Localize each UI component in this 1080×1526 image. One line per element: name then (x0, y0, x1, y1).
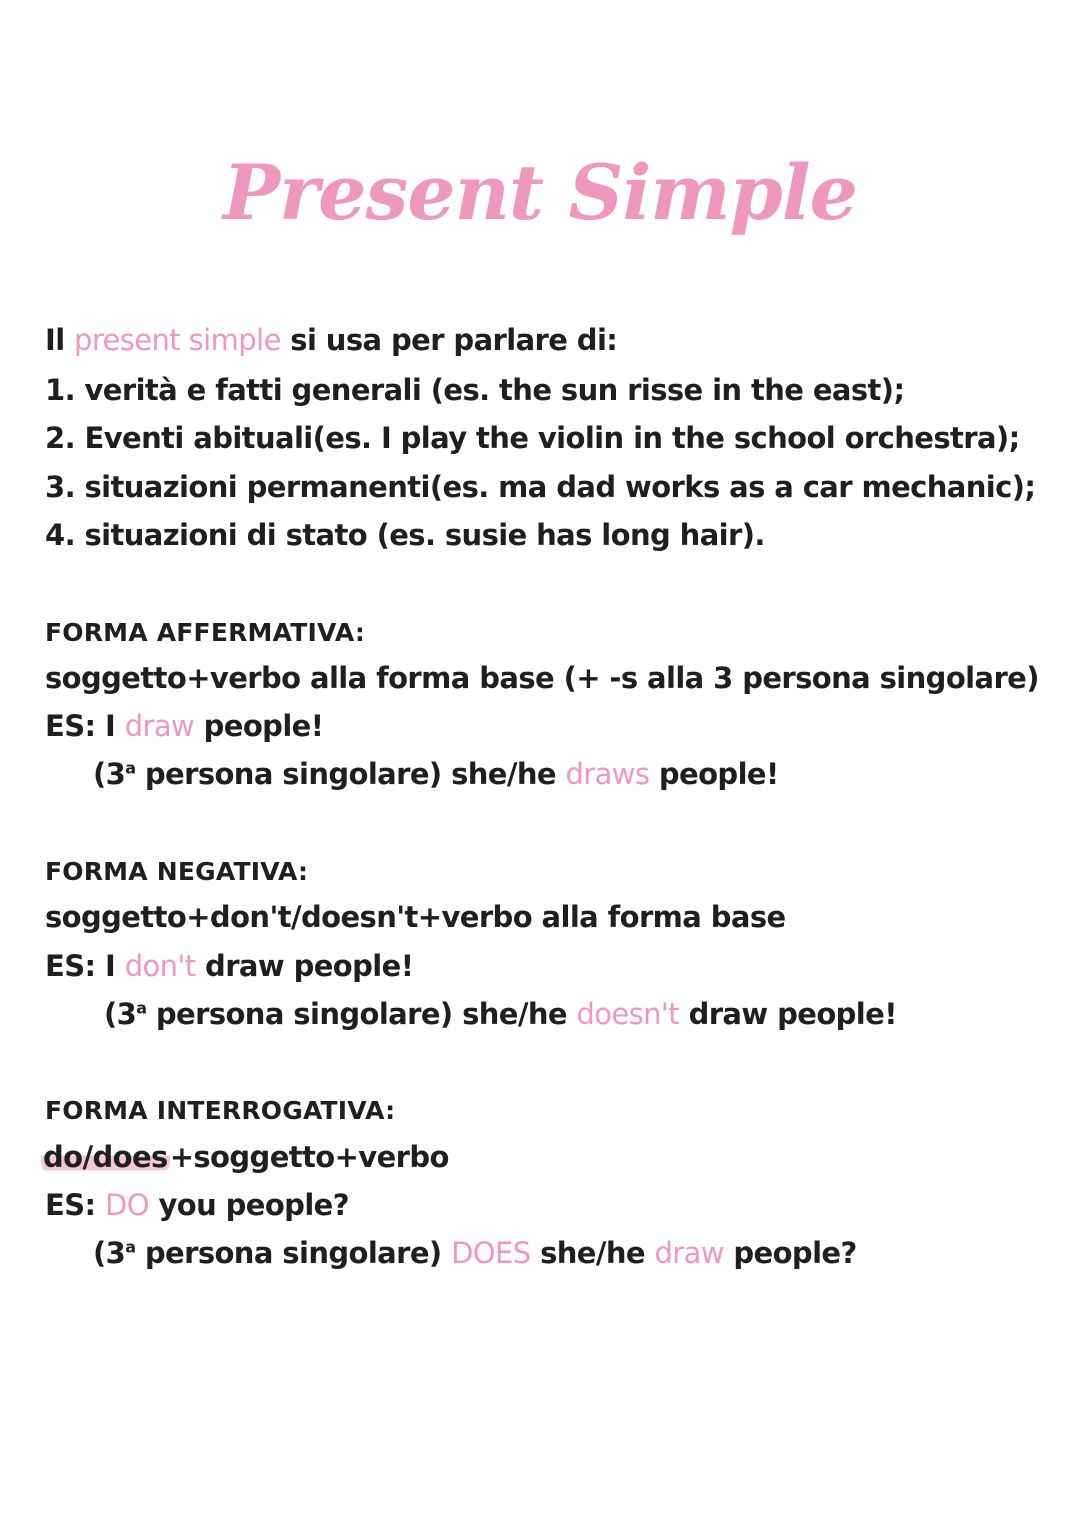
affirmative-heading: FORMA AFFERMATIVA: (45, 618, 366, 647)
third-superscript: a (125, 758, 136, 778)
third-mid: persona singolare) (135, 1236, 452, 1270)
negative-example (45, 946, 413, 986)
rule-marked: do/does (43, 1140, 168, 1174)
third-suffix: people! (649, 757, 779, 791)
example-suffix: you people? (148, 1188, 349, 1222)
interrogative-heading: FORMA INTERROGATIVA: (45, 1096, 396, 1125)
example-prefix: ES: I (45, 949, 125, 983)
example-prefix: ES: (45, 1188, 105, 1222)
third-highlight: doesn't (576, 997, 680, 1031)
negative-rule: soggetto+don't/doesn't+verbo alla forma base (45, 900, 786, 934)
third-highlight-1: DOES (451, 1236, 531, 1270)
third-mid: persona singolare) she/he (135, 757, 566, 791)
intro-prefix: Il (45, 323, 75, 357)
third-suffix: draw people! (679, 997, 897, 1031)
affirmative-rule: soggetto+verbo alla forma base (+ -s alla 3 persona singolare) (45, 661, 1039, 695)
example-suffix: draw people! (195, 949, 414, 983)
interrogative-example (45, 1185, 349, 1225)
third-mid-2: she/he (530, 1236, 655, 1270)
third-highlight: draws (565, 757, 650, 791)
third-superscript: a (136, 998, 147, 1018)
example-suffix: people! (194, 709, 324, 743)
third-prefix: (3 (93, 1236, 126, 1270)
page-title: Present Simple (222, 148, 858, 237)
rule-rest: +soggetto+verbo (169, 1140, 449, 1174)
interrogative-third-person (93, 1233, 857, 1273)
negative-heading: FORMA NEGATIVA: (45, 857, 309, 886)
third-highlight-2: draw (654, 1236, 724, 1270)
third-suffix: people? (723, 1236, 857, 1270)
affirmative-third-person (93, 754, 779, 794)
example-prefix: ES: I (45, 709, 125, 743)
intro-highlight: present simple (74, 323, 281, 357)
affirmative-example (45, 706, 323, 746)
use-item-4: 4. situazioni di stato (es. susie has long hair). (45, 518, 765, 552)
use-item-2: 2. Eventi abituali(es. I play the violin in the school orchestra); (45, 421, 1020, 455)
third-prefix: (3 (93, 757, 126, 791)
third-prefix: (3 (104, 997, 137, 1031)
use-item-3: 3. situazioni permanenti(es. ma dad works as a car mechanic); (45, 470, 1036, 504)
third-superscript: a (125, 1237, 136, 1257)
intro-suffix: si usa per parlare di: (280, 323, 618, 357)
use-item-1: 1. verità e fatti generali (es. the sun risse in the east); (45, 373, 905, 407)
intro-line (45, 320, 617, 360)
example-highlight: DO (105, 1188, 149, 1222)
example-highlight: don't (124, 949, 196, 983)
interrogative-rule (45, 1137, 449, 1177)
third-mid: persona singolare) she/he (146, 997, 577, 1031)
example-highlight: draw (124, 709, 195, 743)
negative-third-person (104, 994, 897, 1034)
